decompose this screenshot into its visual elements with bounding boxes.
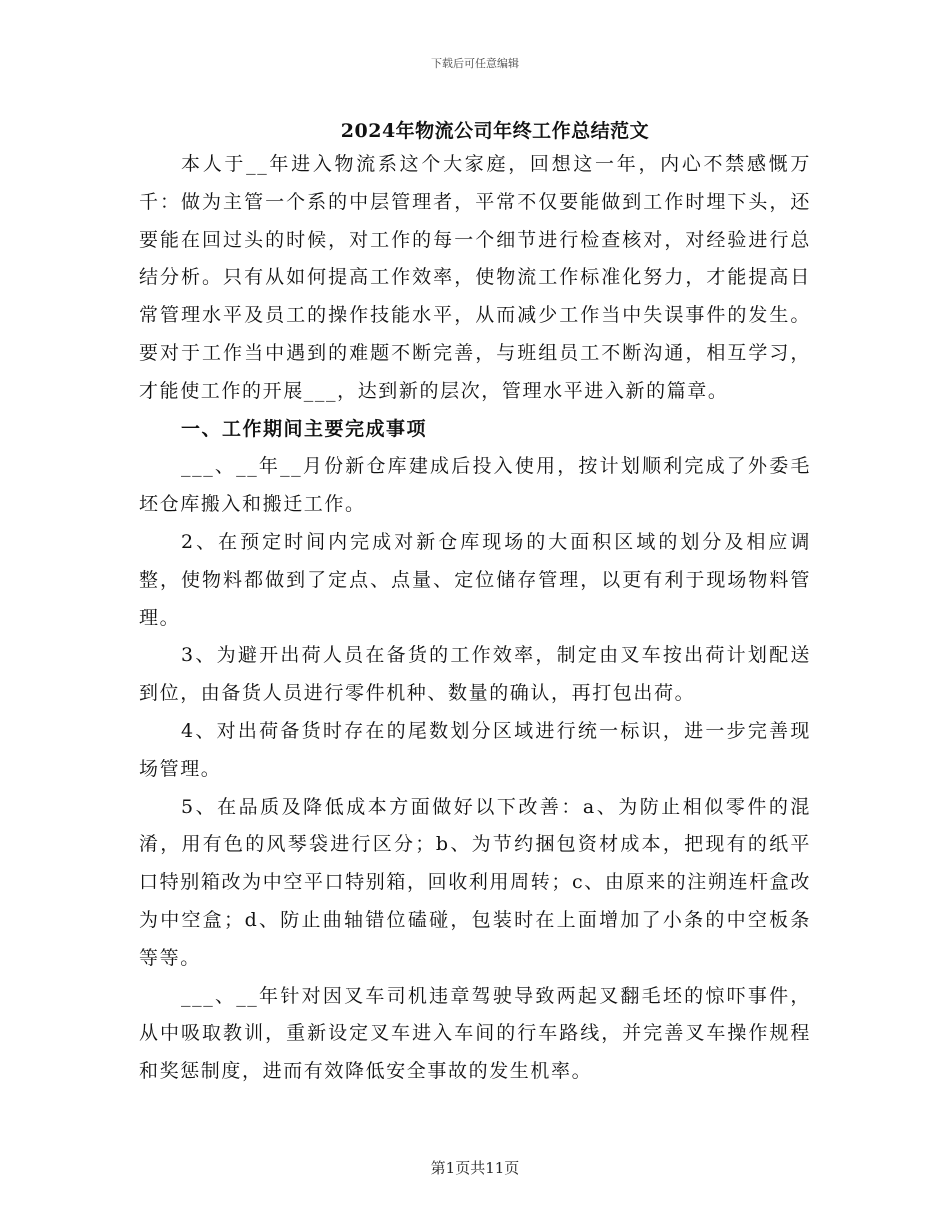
- list-item: ___、__年针对因叉车司机违章驾驶导致两起叉翻毛坯的惊吓事件，从中吸取教训，重新设定叉车进入车间的行车路线，并完善叉车操作规程和奖惩制度，进而有效降低安全事故的发生机率。: [139, 984, 811, 1083]
- list-item: 4、对出荷备货时存在的尾数划分区域进行统一标识，进一步完善现场管理。: [139, 719, 811, 780]
- section-heading: 一、工作期间主要完成事项: [181, 417, 428, 440]
- list-item: ___、__年__月份新仓库建成后投入使用，按计划顺利完成了外委毛坯仓库搬入和搬迁工作。: [139, 455, 811, 516]
- list-item: 2、在预定时间内完成对新仓库现场的大面积区域的划分及相应调整，使物料都做到了定点、点量、定位储存管理，以更有利于现场物料管理。: [139, 530, 811, 629]
- page-number: 第1页共11页: [430, 1159, 520, 1177]
- document-title: 2024年物流公司年终工作总结范文: [340, 120, 650, 142]
- intro-paragraph: 本人于__年进入物流系这个大家庭，回想这一年，内心不禁感慨万千：做为主管一个系的中层管理者，平常不仅要能做到工作时埋下头，还要能在回过头的时候，对工作的每一个细节进行检查核对，对经验进行总结分析。只有从如何提高工作效率，使物流工作标准化努力，才能提高日常管理水平及员工的操作技能水平，从而减少工作当中失误事件的发生。要对于工作当中遇到的难题不断完善，与班组员工不断沟通，相互学习，才能使工作的开展___，达到新的层次，管理水平进入新的篇章。: [139, 153, 811, 402]
- page-header-note: 下载后可任意编辑: [431, 57, 519, 70]
- list-item: 3、为避开出荷人员在备货的工作效率，制定由叉车按出荷计划配送到位，由备货人员进行零件机种、数量的确认，再打包出荷。: [139, 644, 811, 705]
- document-body: [139, 146, 811, 1091]
- list-item: 5、在品质及降低成本方面做好以下改善：a、为防止相似零件的混淆，用有色的风琴袋进行区分；b、为节约捆包资材成本，把现有的纸平口特别箱改为中空平口特别箱，回收利用周转；c、由原来的注朔连杆盒改为中空盒；d、防止曲轴错位磕碰，包装时在上面增加了小条的中空板条等等。: [139, 795, 811, 969]
